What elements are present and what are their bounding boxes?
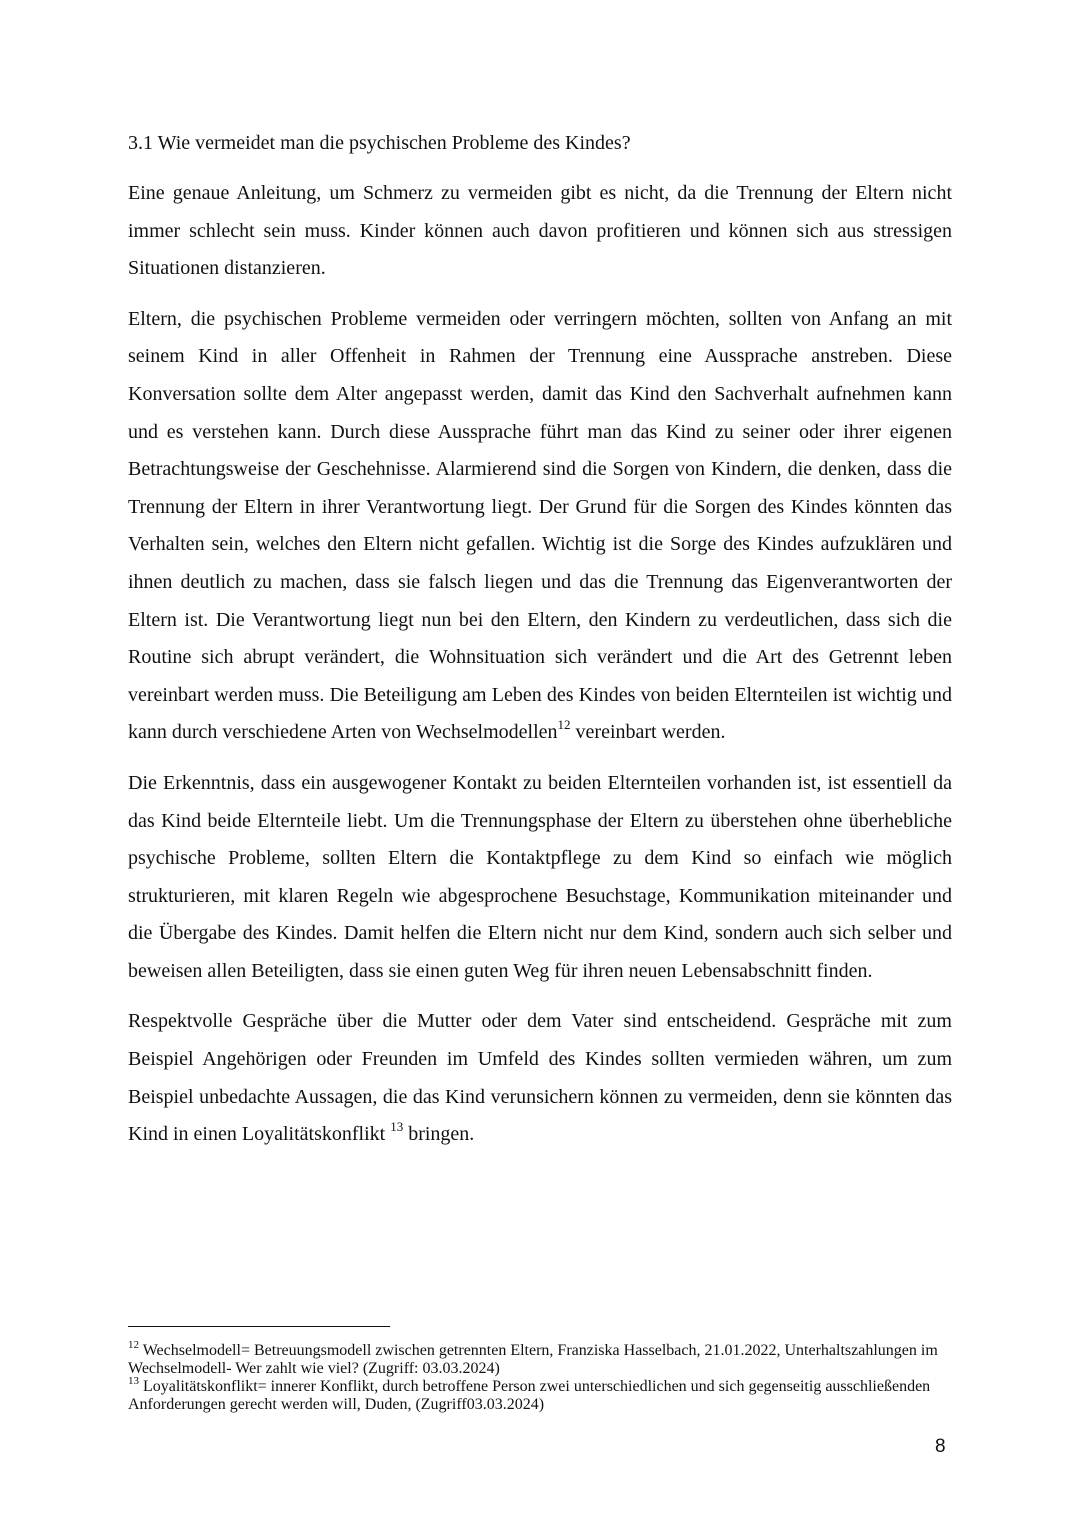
- paragraph-4-text: Respektvolle Gespräche über die Mutter oder dem Vater sind entscheidend. Gespräche mit zum Beispiel Angehörigen oder Freunden im Umfeld des Kindes sollten vermieden währen, um zum Beispiel unbedachte Aussagen, die das Kind verunsichern können zu vermeiden, denn sie könnten das Kind in einen Loyalitätskonflikt: [128, 1010, 952, 1146]
- footnote-number: 13: [128, 1374, 139, 1387]
- paragraph-4: [128, 1003, 952, 1153]
- footnote-12: [128, 1338, 952, 1378]
- footnotes: [128, 1338, 952, 1414]
- footnote-text: Wechselmodell= Betreuungsmodell zwischen getrennten Eltern, Franziska Hasselbach, 21.01.2022, Unterhaltszahlungen im Wechselmodell- Wer zahlt wie viel? (Zugriff: 03.03.2024): [128, 1342, 938, 1377]
- paragraph-2-text: Eltern, die psychischen Probleme vermeiden oder verringern möchten, sollten von Anfang an mit seinem Kind in aller Offenheit in Rahmen der Trennung eine Aussprache anstreben. Diese Konversation sollte dem Alter angepasst werden, damit das Kind den Sachverhalt aufnehmen kann und es verstehen kann. Durch diese Aussprache führt man das Kind zu seiner oder ihrer eigenen Betrachtungsweise der Geschehnisse. Alarmierend sind die Sorgen von Kindern, die denken, dass die Trennung der Eltern in ihrer Verantwortung liegt. Der Grund für die Sorgen des Kindes könnten das Verhalten sein, welches den Eltern nicht gefallen. Wichtig ist die Sorge des Kindes aufzuklären und ihnen deutlich zu machen, dass sie falsch liegen und das die Trennung das Eigenverantworten der Eltern ist. Die Verantwortung liegt nun bei den Eltern, den Kindern zu verdeutlichen, dass sich die Routine sich abrupt verändert, die Wohnsituation sich verändert und die Art des Getrennt leben vereinbart werden muss. Die Beteiligung am Leben des Kindes von beiden Elternteilen ist wichtig und kann durch verschiedene Arten von Wechselmodellen: [128, 307, 952, 744]
- paragraph-3: Die Erkenntnis, dass ein ausgewogener Kontakt zu beiden Elternteilen vorhanden ist, ist essentiell da das Kind beide Elternteile liebt. Um die Trennungsphase der Eltern zu überstehen ohne überhebliche psychische Probleme, sollten Eltern die Kontaktpflege zu dem Kind so einfach wie möglich strukturieren, mit klaren Regeln wie abgesprochene Besuchstage, Kommunikation miteinander und die Übergabe des Kindes. Damit helfen die Eltern nicht nur dem Kind, sondern auch sich selber und beweisen allen Beteiligten, dass sie einen guten Weg für ihren neuen Lebensabschnitt finden.: [128, 771, 952, 982]
- body-content: [128, 125, 952, 1167]
- paragraph-2-tail: vereinbart werden.: [570, 721, 726, 744]
- paragraph-2: [128, 301, 952, 752]
- paragraph-4-tail: bringen.: [403, 1123, 475, 1146]
- footnote-reference-12: 12: [557, 716, 571, 732]
- paragraph-1: Eine genaue Anleitung, um Schmerz zu vermeiden gibt es nicht, da die Trennung der Eltern nicht immer schlecht sein muss. Kinder können auch davon profitieren und können sich aus stressigen Situationen distanzieren.: [128, 182, 952, 280]
- footnote-number: 12: [128, 1338, 139, 1351]
- page-number: 8: [935, 1436, 946, 1457]
- footnote-text: Loyalitätskonflikt= innerer Konflikt, durch betroffene Person zwei unterschiedlichen und sich gegenseitig ausschließenden Anforderungen gerecht werden will, Duden, (Zugriff03.03.2024): [128, 1378, 931, 1413]
- section-heading: 3.1 Wie vermeidet man die psychischen Probleme des Kindes?: [128, 132, 631, 154]
- footnote-reference-13: 13: [390, 1118, 404, 1134]
- footnote-divider: [128, 1326, 390, 1327]
- footnote-13: [128, 1374, 952, 1414]
